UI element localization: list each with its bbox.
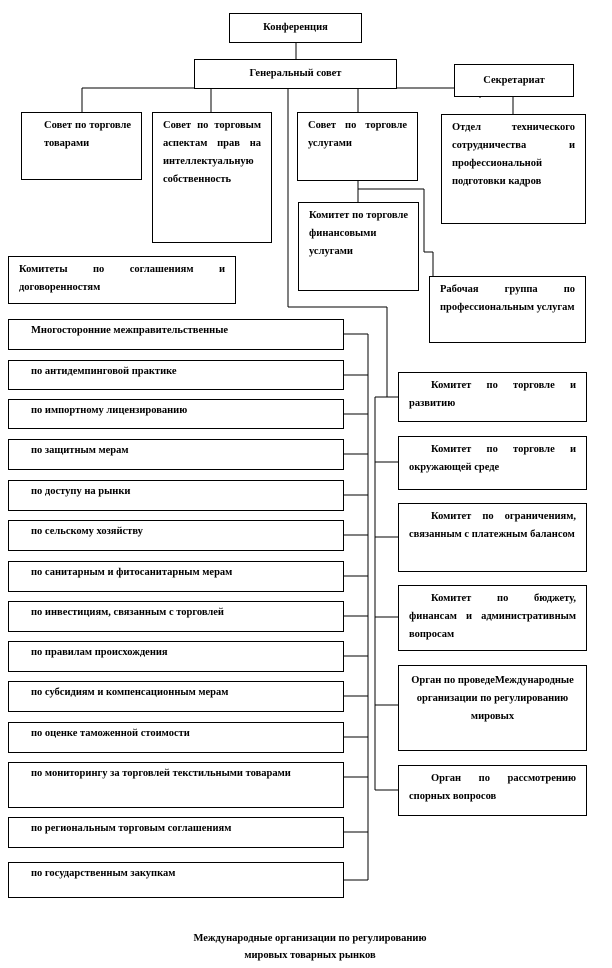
caption-line-2: мировых товарных рынков [244, 950, 376, 961]
committee-item-trims [8, 601, 344, 632]
committee-item-agriculture [8, 520, 344, 551]
committee-item-label: по сельскому хозяйству [31, 526, 143, 537]
committee-right-label: Комитет по торговле и окружающей среде [409, 444, 576, 473]
secretariat-dept-box [441, 114, 586, 224]
agreements-committees-box [8, 256, 236, 304]
financial-services-committee-box [298, 202, 419, 291]
council-trips-label: Совет по торговым аспектам прав на интеллектуальную собственность [163, 120, 261, 185]
caption-line-1: Международные организации по регулированию [193, 933, 427, 944]
committee-item-customs-valuation [8, 722, 344, 753]
committee-balance-of-payments-box [398, 503, 587, 572]
financial-services-committee-label: Комитет по торговле финансовыми услугами [309, 210, 408, 257]
committee-item-label: по региональным торговым соглашениям [31, 823, 232, 834]
secretariat-label: Секретариат [483, 74, 545, 86]
committee-trade-development-box [398, 372, 587, 422]
council-trips-box [152, 112, 272, 243]
committee-item-label: по субсидиям и компенсационным мерам [31, 687, 229, 698]
secretariat-dept-label: Отдел технического сотрудничества и профессиональной подготовки кадров [452, 122, 575, 187]
committee-item-multilateral [8, 319, 344, 350]
general-council-label: Генеральный совет [249, 68, 342, 79]
committee-item-label: по антидемпинговой практике [31, 366, 177, 377]
agreements-committees-label: Комитеты по соглашениям и договоренностям [19, 264, 225, 293]
committee-right-label: Комитет по торговле и развитию [409, 380, 576, 409]
committee-right-label: Комитет по бюджету, финансам и административным вопросам [409, 593, 576, 640]
committee-item-sps [8, 561, 344, 592]
committee-item-label: по государственным закупкам [31, 868, 176, 879]
council-services-box [297, 112, 418, 181]
conference-box [229, 13, 362, 43]
committee-item-label: по защитным мерам [31, 445, 129, 456]
general-council-box [194, 59, 397, 89]
committee-item-regional-agreements [8, 817, 344, 848]
committee-item-label: по доступу на рынки [31, 486, 131, 497]
committee-item-rules-of-origin [8, 641, 344, 672]
professional-services-group-label: Рабочая группа по профессиональным услугам [440, 284, 575, 313]
council-services-label: Совет по торговле услугами [308, 120, 407, 149]
committee-item-antidumping [8, 360, 344, 390]
committee-item-label: Многосторонние межправительственные [31, 325, 229, 336]
committee-item-market-access [8, 480, 344, 511]
committee-right-label: Орган по проведеМеждународные организации по регулированию мировых [411, 675, 574, 722]
secretariat-box [454, 64, 574, 97]
committee-item-subsidies [8, 681, 344, 712]
figure-caption [150, 930, 470, 964]
committee-budget-box [398, 585, 587, 651]
committee-item-label: по оценке таможенной стоимости [31, 728, 190, 739]
committee-trade-environment-box [398, 436, 587, 490]
trade-policy-review-body-box [398, 665, 587, 751]
committee-item-label: по инвестициям, связанным с торговлей [31, 607, 224, 618]
committee-right-label: Орган по рассмотрению спорных вопросов [409, 773, 576, 802]
committee-item-safeguards [8, 439, 344, 470]
committee-item-label: по санитарным и фитосанитарным мерам [31, 567, 233, 578]
council-goods-box [21, 112, 142, 180]
committee-right-label: Комитет по ограничениям, связанным с платежным балансом [409, 511, 576, 540]
committee-item-textiles [8, 762, 344, 808]
dispute-settlement-body-box [398, 765, 587, 816]
committee-item-label: по правилам происхождения [31, 647, 168, 658]
conference-label: Конференция [263, 22, 328, 33]
committee-item-import-licensing [8, 399, 344, 429]
committee-item-procurement [8, 862, 344, 898]
committee-item-label: по импортному лицензированию [31, 405, 188, 416]
professional-services-group-box [429, 276, 586, 343]
committee-item-label: по мониторингу за торговлей текстильными товарами [31, 768, 291, 779]
council-goods-label: Совет по торговле товарами [44, 120, 131, 149]
